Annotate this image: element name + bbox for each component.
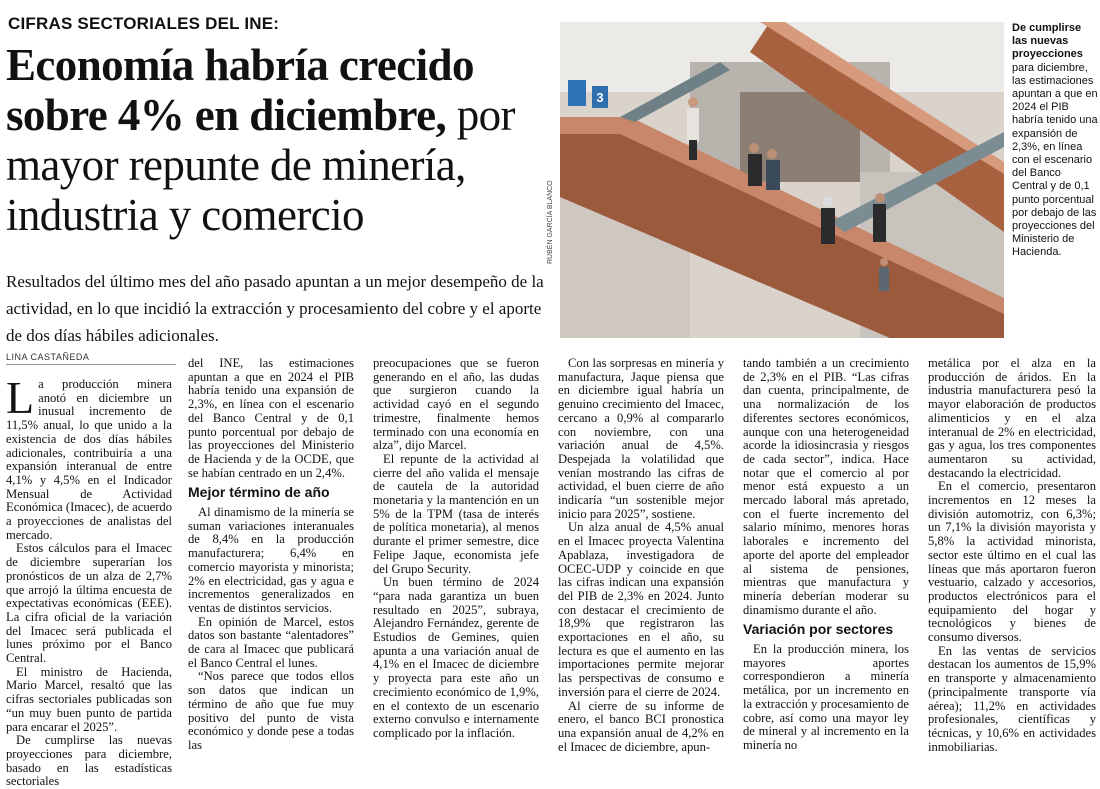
sign-number: 3: [596, 90, 604, 105]
paragraph: El repunte de la actividad al cierre del año valida el mensaje de cautela de la autoridad monetaria y la mantención en un 5% de la TPM (tasa de interés de política monetaria), al menos durante el primer semestre, dice Felipe Jaque, economista jefe del Grupo Security.: [373, 451, 539, 576]
paragraph: “Nos parece que todos ellos son datos que indican un término de año que fue muy positivo del punto de vista económico y donde pese a todas las: [188, 669, 354, 752]
column-4: [558, 357, 724, 754]
paragraph: La producción minera anotó en diciembre un inusual incremento de 11,5% anual, lo que unido a la existencia de dos días hábiles adicionales, contribuiría a una expansión interanual de entre 4,1% y 4,5% en el Indicador Mensual de Actividad Económica (Imacec), de acuerdo a proyecciones de analistas del mercado.: [6, 372, 172, 542]
paragraph: Un buen término de 2024 “para nada garantiza un buen resultado en 2025”, subraya, Alejandro Fernández, gerente de Estudios de Gemines, quien apunta a una variación anual de 4,1% en el Imacec de diciembre y proyecta para este año un crecimiento económico de 1,9%, en el contexto de un escenario externo convulso e internamente complicado por la inflación.: [373, 575, 539, 740]
paragraph: Al dinamismo de la minería se suman variaciones interanuales de 8,4% en la producción manufacturera; 6,4% en comercio mayorista y minorista; 2% en electricidad, gas y agua e incrementos generalizados en ventas de distintos servicios.: [188, 505, 354, 615]
headline: [6, 40, 546, 240]
headline-regular: por mayor repunte de minería, industria y comercio: [6, 90, 515, 240]
paragraph: metálica por el alza en la producción de áridos. En la industria manufacturera pesó la mayor elaboración de productos alimenticios y en el alza interanual de 2% en electricidad, gas y agua, los tres componentes aumentaron su actividad, destacando la electricidad.: [928, 356, 1096, 480]
caption-lead: De cumplirse las nuevas proyecciones: [1012, 22, 1083, 61]
paragraph: Al cierre de su informe de enero, el banco BCI pronostica una expansión anual de 4,2% en el Imacec de diciembre, apun-: [558, 698, 724, 754]
paragraph: De cumplirse las nuevas proyecciones para diciembre, basado en las estadísticas sectoriales: [6, 733, 172, 789]
paragraph: Con las sorpresas en minería y manufactura, Jaque piensa que en diciembre igual habría un genuino crecimiento del Imacec, cercano a 0,9% al compararlo con noviembre, con una variación anual de 4,5%. Despejada la volatilidad que venían mostrando las cifras de actividad, el buen cierre de año indicaría “un sostenible mejor inicio para 2025”, sostiene.: [558, 356, 724, 521]
subheading-variacion-sectores: Variación por sectores: [743, 621, 894, 638]
column-2: [188, 357, 354, 753]
byline: LINA CASTAÑEDA: [6, 352, 90, 362]
paragraph: El ministro de Hacienda, Mario Marcel, resaltó que las cifras sectoriales publicadas son “un muy buen punto de partida para encarar el 2025”.: [6, 664, 172, 734]
byline-rule: [6, 364, 176, 365]
column-3: [373, 357, 539, 741]
deck: Resultados del último mes del año pasado apuntan a un mejor desempeño de la actividad, en lo que incidió la extracción y procesamiento del cobre y el aporte de dos días hábiles adicionales.: [6, 272, 544, 345]
paragraph: preocupaciones que se fueron generando en el año, las dudas que surgieron cuando la actividad cayó en el segundo trimestre, finalmente hemos terminado con una economía en alza”, dijo Marcel.: [373, 356, 539, 453]
paragraph: Estos cálculos para el Imacec de diciembre superarían los pronósticos de un alza de 2,7% que arrojó la última encuesta de expectativas económicas (EEE). La cifra oficial de la variación del Imacec será publicada el lunes próximo por el Banco Central.: [6, 541, 172, 666]
column-6: [928, 357, 1096, 754]
paragraph: Un alza anual de 4,5% anual en el Imacec proyecta Valentina Apablaza, investigadora de OCEC-UDP y coincide en que las cifras indican una expansión del PIB de 2,3% en 2024. Junto con destacar el crecimiento de 18,9% que registraron las exportaciones en el año, su lectura es que el aumento en las importaciones permite mejorar las perspectivas de consumo e inversión para el cierre de 2024.: [558, 520, 724, 699]
headline-bold: Economía habría crecido sobre 4% en diciembre,: [6, 40, 474, 140]
paragraph: del INE, las estimaciones apuntan a que en 2024 el PIB habría tenido una expansión de 2,3%, en línea con el escenario del Banco Central y de 0,1 punto porcentual por debajo de las proyecciones del Ministerio de Hacienda y de la OCDE, que se habían centrado en un 2,4%.: [188, 356, 354, 480]
photo-caption: [1012, 22, 1098, 260]
paragraph: En las ventas de servicios destacan los aumentos de 15,9% en transporte y almacenamiento (principalmente transporte vía aérea); 11,2% en actividades profesionales, científicas y técnicas, y 10,6% en actividades inmobiliarias.: [928, 643, 1096, 754]
paragraph: tando también a un crecimiento de 2,3% en el PIB. “Las cifras dan cuenta, principalmente, de una normalización de los diferentes sectores económicos, aunque con una heterogeneidad acorde la idiosincrasia y riesgos de cada sector”, indica. Hace notar que el comercio al por menor está expuesto a un mercado laboral más apretado, con el fuerte incremento del salario mínimo, menores horas laborales e incremento del aporte del aporte del empleador al sistema de pensiones, mientras que manufactura y minería deberían moderar su dinamismo durante el año.: [743, 356, 909, 617]
paragraph: En el comercio, presentaron incrementos en 12 meses la división automotriz, con 6,3%; un 7,1% la división mayorista y 5,8% la actividad minorista, sector este último en el cual las líneas que más aportaron fueron vestuario, calzado y accesorios, productos electrónicos para el equipamiento del hogar y tecnológicos y bienes de consumo diversos.: [928, 479, 1096, 645]
dropcap: L: [6, 372, 35, 423]
subheading-mejor-termino: Mejor término de año: [188, 484, 330, 501]
caption-text: para diciembre, las estimaciones apuntan a que en 2024 el PIB habría tenido una expansión de 2,3%, en línea con el escenario del Banco Central y de 0,1 punto porcentual por debajo de las proyecciones del Ministerio de Hacienda.: [1012, 61, 1098, 259]
kicker: CIFRAS SECTORIALES DEL INE:: [8, 14, 280, 33]
column-5: [743, 357, 909, 753]
column-1: [6, 372, 172, 789]
paragraph: En opinión de Marcel, estos datos son bastante “alentadores” de cara al Imacec que publicará el Banco Central el lunes.: [188, 614, 354, 670]
escalator-illustration: [560, 22, 1004, 338]
paragraph: En la producción minera, los mayores aportes correspondieron a minería metálica, por un incremento en la extracción y procesamiento de cobre, así como una mayor ley de mineral y al incremento en la minería no: [743, 642, 909, 752]
photo-escalators: [560, 22, 1004, 338]
photo-credit: RUBÉN GARCÍA BLANCO: [547, 180, 554, 264]
